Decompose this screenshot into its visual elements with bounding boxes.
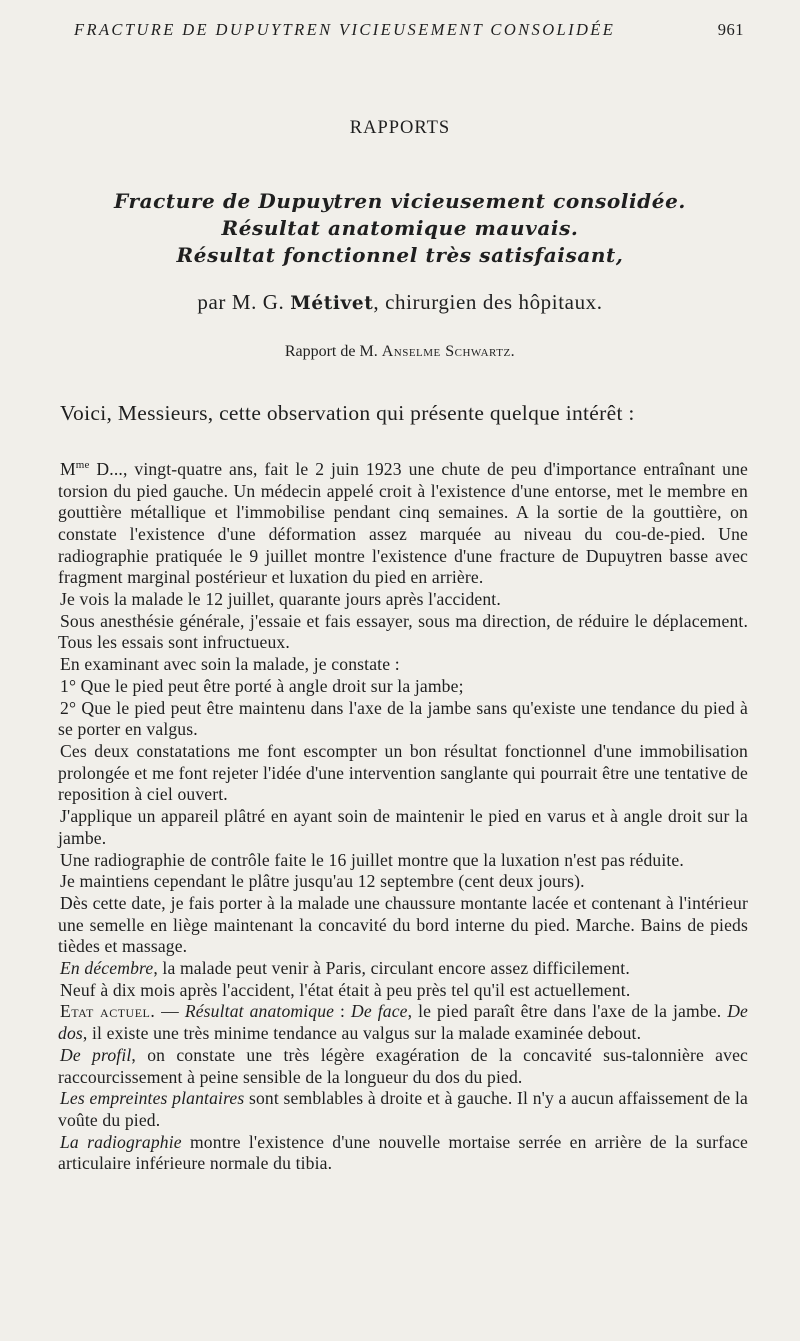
paragraph-14 — [58, 1001, 748, 1044]
p1-prefix: M — [60, 458, 76, 479]
p16-em: Les empreintes plantaires — [60, 1088, 245, 1109]
rapport-line — [0, 343, 800, 361]
p14-dash: — — [155, 1001, 185, 1022]
page-number: 961 — [717, 20, 744, 39]
p12-em: En décembre — [60, 958, 154, 979]
p17-text: montre l'existence d'une nouvelle mortaise serrée en arrière de la surface articulaire inférieure normale du tibia. — [58, 1131, 749, 1174]
paragraph-1 — [58, 455, 748, 589]
paragraph-13: Neuf à dix mois après l'accident, l'état était à peu près tel qu'il est actuellement. — [60, 979, 631, 1000]
paragraph-17 — [58, 1132, 748, 1175]
reporter-name: Anselme Schwartz. — [381, 343, 516, 360]
p14-em3: De dos — [58, 1001, 749, 1044]
running-title: FRACTURE DE DUPUYTREN VICIEUSEMENT CONSOLIDÉE — [74, 20, 616, 39]
p16-text: sont semblables à droite et à gauche. Il n'y a aucun affaissement de la voûte du pied. — [58, 1088, 749, 1130]
paragraph-11: Dès cette date, je fais porter à la malade une chaussure montante lacée et contenant à l'intérieur une semelle en liège maintenant la concavité du bord interne du pied. Marche. Bains de pieds tièdes et massage. — [58, 892, 748, 957]
p14-t2: , le pied paraît être dans l'axe de la jambe. — [407, 1001, 728, 1022]
p14-em1: Résultat anatomique — [184, 1001, 335, 1022]
title-line-2: Résultat anatomique mauvais. — [221, 216, 579, 240]
paragraph-15 — [58, 1045, 748, 1088]
byline-suffix: , chirurgien des hôpitaux. — [373, 290, 603, 314]
p1-sup: me — [75, 459, 90, 471]
paragraph-2: Je vois la malade le 12 juillet, quarante jours après l'accident. — [60, 589, 501, 610]
title-line-3: Résultat fonctionnel très satisfaisant, — [176, 243, 624, 267]
paragraph-6: 2° Que le pied peut être maintenu dans l'axe de la jambe sans qu'existe une tendance du pied à se porter en valgus. — [58, 697, 748, 740]
paragraph-7: Ces deux constatations me font escompter un bon résultat fonctionnel d'une immobilisation prolongée et me font rejeter l'idée d'une intervention sanglante qui pourrait être une tentative de reposition à ciel ouvert. — [58, 741, 748, 805]
paragraph-9: Une radiographie de contrôle faite le 16 juillet montre que la luxation n'est pas réduite. — [60, 849, 684, 870]
title-line-1: Fracture de Dupuytren vicieusement consolidée. — [114, 189, 686, 213]
intro-sentence: Voici, Messieurs, cette observation qui présente quelque intérêt : — [60, 401, 635, 425]
paragraph-10: Je maintiens cependant le plâtre jusqu'au 12 septembre (cent deux jours). — [60, 871, 585, 892]
p15-text: , on constate une très légère exagération de la concavité sus-talonnière avec raccourcissement à peine sensible de la longueur du dos du pied. — [58, 1044, 748, 1087]
p14-t3: , il existe une très minime tendance au valgus sur la malade examinée debout. — [82, 1023, 642, 1044]
p14-sc: Etat actuel. — [60, 1001, 156, 1022]
p12-text: , la malade peut venir à Paris, circulant encore assez difficilement. — [153, 958, 630, 979]
section-heading: RAPPORTS — [349, 118, 451, 138]
paragraph-8: J'applique un appareil plâtré en ayant soin de maintenir le pied en varus et à angle droit sur la jambe. — [58, 806, 748, 848]
p15-em: De profil — [60, 1044, 132, 1065]
running-header — [74, 20, 744, 40]
p14-em2: De face — [351, 1001, 408, 1022]
paragraph-16 — [58, 1088, 748, 1131]
p14-t1: : — [334, 1001, 351, 1022]
article-title — [0, 188, 800, 269]
paragraph-3: Sous anesthésie générale, j'essaie et fais essayer, sous ma direction, de réduire le déplacement. Tous les essais sont infructueux. — [58, 610, 748, 653]
byline-prefix: par M. G. — [197, 290, 285, 314]
paragraph-5: 1° Que le pied peut être porté à angle droit sur la jambe; — [60, 675, 464, 696]
byline — [0, 290, 800, 315]
paragraph-4: En examinant avec soin la malade, je constate : — [60, 654, 400, 675]
p17-em: La radiographie — [60, 1131, 182, 1152]
author-name: Métivet — [290, 293, 374, 314]
p1-text: D..., vingt-quatre ans, fait le 2 juin 1923 une chute de peu d'importance entraînant une torsion du pied gauche. Un médecin appelé croit à l'existence d'une entorse, met le membre en gouttière métallique et l'immobilise pendant cinq semaines. A la sortie de la gouttière, on constate l'existence d'une déformation assez marquée au niveau du cou-de-pied. Une radiographie pratiquée le 9 juillet montre l'existence d'une fracture de Dupuytren basse avec fragment marginal postérieur et luxation du pied en arrière. — [58, 458, 748, 588]
rapport-prefix: Rapport de M. — [284, 343, 378, 360]
body-text — [58, 455, 748, 1175]
paragraph-12 — [58, 958, 748, 980]
